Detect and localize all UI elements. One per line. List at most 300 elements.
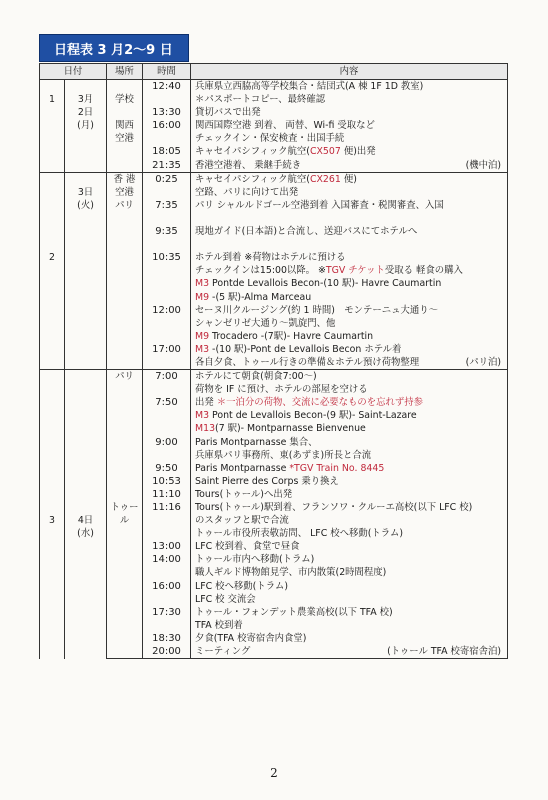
content-main: 夕食(TFA 校寄宿舎内食堂) [195, 632, 307, 644]
time-cell: 17:30 [143, 606, 191, 619]
place-cell [107, 475, 143, 488]
content-main: 兵庫県パリ事務所、東(あずま)所長と合流 [195, 449, 372, 461]
content-line [195, 540, 507, 553]
place-cell [107, 145, 143, 158]
table-row [40, 304, 508, 317]
table-row [40, 172, 508, 186]
table-row [40, 356, 508, 370]
content-line [195, 304, 507, 317]
day-date-cell [65, 172, 107, 369]
content-line [195, 475, 507, 488]
place-cell [107, 317, 143, 330]
content-cell [191, 317, 508, 330]
content-text [195, 159, 301, 172]
table-row [40, 436, 508, 449]
content-text [195, 371, 317, 382]
content-cell [191, 93, 508, 106]
content-line [195, 159, 507, 172]
content-line [195, 527, 507, 540]
highlight-text: TGV チケット [325, 265, 385, 277]
content-cell [191, 370, 508, 384]
content-cell [191, 527, 508, 540]
table-row [40, 238, 508, 251]
time-cell [143, 619, 191, 632]
content-main: 各自夕食、トゥール行きの準備＆ホテル預け荷物整理 [195, 356, 420, 368]
table-row [40, 409, 508, 422]
metro-line-label: M9 [195, 291, 210, 303]
content-text [195, 94, 325, 105]
content-main: シャンゼリゼ大通り～凱旋門、他 [195, 317, 336, 329]
time-cell [143, 317, 191, 330]
content-line [195, 370, 507, 383]
highlight-text: CX261 [309, 173, 341, 185]
time-cell: 11:16 [143, 501, 191, 514]
place-cell [107, 343, 143, 356]
time-cell [143, 422, 191, 435]
place-cell [107, 356, 143, 370]
content-main: Paris Montparnasse [195, 462, 290, 474]
time-cell: 17:00 [143, 343, 191, 356]
content-main: Saint Pierre des Corps 乗り換え [195, 475, 339, 487]
time-cell: 12:40 [143, 80, 191, 94]
content-text [195, 633, 306, 644]
content-text [195, 187, 298, 198]
content-text [195, 174, 357, 185]
time-cell: 18:05 [143, 145, 191, 158]
table-row [40, 80, 508, 94]
table-row [40, 159, 508, 173]
content-text [195, 594, 256, 605]
content-text [195, 581, 288, 592]
content-cell [191, 119, 508, 132]
content-line [195, 80, 507, 93]
place-cell [107, 409, 143, 422]
content-text [195, 554, 314, 565]
place-cell [107, 225, 143, 238]
table-row [40, 475, 508, 488]
content-cell [191, 199, 508, 212]
table-row [40, 645, 508, 659]
time-cell [143, 330, 191, 343]
day-date-cell [65, 370, 107, 659]
content-main: 現地ガイド(日本語)と合流し、送迎バスにてホテルへ [195, 226, 418, 238]
content-text [195, 397, 423, 408]
place-cell [107, 593, 143, 606]
content-cell [191, 264, 508, 277]
time-cell: 12:00 [143, 304, 191, 317]
day-date: 3日 (火) [77, 186, 94, 211]
content-text [195, 146, 376, 157]
content-main: 香港空港着、 乗継手続き [195, 159, 302, 171]
content-text [195, 226, 417, 237]
time-cell: 11:10 [143, 488, 191, 501]
content-text [195, 265, 463, 276]
table-row [40, 514, 508, 527]
place-cell [107, 540, 143, 553]
table-row [40, 619, 508, 632]
time-cell [143, 449, 191, 462]
content-text [195, 305, 438, 316]
table-row [40, 186, 508, 199]
table-row [40, 553, 508, 566]
metro-line-label: M3 [195, 410, 210, 422]
content-text [195, 278, 441, 289]
content-line [195, 145, 507, 158]
content-line [195, 580, 507, 593]
header-content: 内容 [191, 64, 508, 80]
content-line [195, 514, 507, 527]
time-cell [143, 277, 191, 290]
content-main: 出発 [195, 397, 217, 409]
content-main: パリ シャルルドゴール空港到着 入国審査・税関審査、入国 [195, 199, 444, 211]
place-cell [107, 212, 143, 225]
place-cell [107, 488, 143, 501]
time-cell: 7:35 [143, 199, 191, 212]
content-cell [191, 449, 508, 462]
content-text [195, 450, 371, 461]
time-cell [143, 132, 191, 145]
place-cell: 空港 [107, 132, 143, 145]
day-date-cell [65, 80, 107, 173]
place-cell [107, 80, 143, 94]
content-line [195, 356, 507, 369]
content-cell [191, 132, 508, 145]
place-cell: ル [107, 514, 143, 527]
table-row [40, 106, 508, 119]
content-text [195, 463, 384, 474]
content-main: トゥール市内へ移動(トラム) [195, 554, 315, 566]
metro-line-label: M13 [195, 423, 216, 435]
place-cell [107, 291, 143, 304]
content-cell [191, 106, 508, 119]
content-main: キャセイパシフィック航空( [195, 173, 310, 185]
day-number-cell [40, 172, 65, 369]
time-cell: 21:35 [143, 159, 191, 173]
content-main: ＊パスポートコピー、最終確認 [195, 94, 326, 106]
content-text [195, 437, 317, 448]
content-text [195, 567, 386, 578]
content-text [195, 528, 403, 539]
day-number: 2 [49, 252, 55, 264]
content-cell [191, 356, 508, 370]
header-date: 日付 [40, 64, 107, 80]
place-cell [107, 566, 143, 579]
time-cell [143, 291, 191, 304]
time-cell: 16:00 [143, 119, 191, 132]
table-row [40, 462, 508, 475]
table-row [40, 317, 508, 330]
lodging-note: (パリ泊) [465, 356, 502, 368]
day-number: 1 [49, 94, 55, 106]
content-cell [191, 436, 508, 449]
place-cell [107, 606, 143, 619]
content-line [195, 436, 507, 449]
content-cell [191, 238, 508, 251]
content-cell [191, 225, 508, 238]
content-cell [191, 212, 508, 225]
content-cell [191, 172, 508, 186]
table-row [40, 264, 508, 277]
day-number: 3 [49, 515, 55, 527]
table-row [40, 370, 508, 384]
time-cell [143, 356, 191, 370]
content-text [195, 252, 346, 263]
place-cell [107, 106, 143, 119]
time-cell: 7:00 [143, 370, 191, 384]
content-line [195, 186, 507, 199]
metro-line-label: M3 [195, 343, 210, 355]
header-place: 場所 [107, 64, 143, 80]
table-row [40, 501, 508, 514]
content-main: チェックイン・保安検査・出国手続 [195, 133, 345, 145]
table-row [40, 593, 508, 606]
table-row [40, 449, 508, 462]
content-text [195, 541, 300, 552]
place-cell [107, 619, 143, 632]
content-cell [191, 462, 508, 475]
content-line [195, 106, 507, 119]
content-line [195, 119, 507, 132]
content-line [195, 225, 507, 238]
table-row [40, 383, 508, 396]
table-row [40, 93, 508, 106]
time-cell [143, 238, 191, 251]
place-cell [107, 436, 143, 449]
schedule-title: 日程表 3 月2～9 日 [39, 34, 189, 62]
table-row [40, 277, 508, 290]
time-cell [143, 383, 191, 396]
content-line [195, 593, 507, 606]
content-line [195, 330, 507, 343]
content-main: キャセイパシフィック航空( [195, 146, 310, 158]
schedule-table [39, 63, 508, 659]
content-line [195, 501, 507, 514]
content-text [195, 423, 366, 434]
highlight-text: *TGV Train No. 8445 [289, 462, 385, 474]
time-cell: 9:50 [143, 462, 191, 475]
content-cell [191, 251, 508, 264]
content-main: 職人ギルド博物館見学、市内散策(2時間程度) [195, 567, 387, 579]
content-line [195, 132, 507, 145]
day-date: 3月 2日 (月) [77, 94, 94, 132]
content-cell [191, 619, 508, 632]
content-line [195, 277, 507, 290]
content-main: 貸切バスで出発 [195, 107, 261, 119]
place-cell [107, 396, 143, 409]
place-cell: パリ [107, 370, 143, 384]
content-text [195, 133, 344, 144]
content-line [195, 93, 507, 106]
place-cell [107, 645, 143, 659]
time-cell [143, 186, 191, 199]
table-row [40, 330, 508, 343]
content-main: ホテルにて朝食(朝食7:00～) [195, 371, 317, 383]
content-main: 荷物を IF に預け、ホテルの部屋を空ける [195, 384, 368, 396]
content-cell [191, 514, 508, 527]
place-cell: 空港 [107, 186, 143, 199]
content-line [195, 409, 507, 422]
place-cell: 関西 [107, 119, 143, 132]
content-cell [191, 409, 508, 422]
content-text [195, 476, 339, 487]
content-cell [191, 383, 508, 396]
content-text [195, 620, 243, 631]
time-cell: 0:25 [143, 172, 191, 186]
place-cell: 香 港 [107, 172, 143, 186]
content-line [195, 619, 507, 632]
place-cell: パリ [107, 199, 143, 212]
time-cell: 20:00 [143, 645, 191, 659]
content-main: ミーティング [195, 646, 251, 658]
content-main: 関西国際空港 到着、 両替、Wi-fi 受取など [195, 120, 375, 132]
content-line [195, 343, 507, 356]
content-text [195, 645, 250, 658]
time-cell [143, 212, 191, 225]
time-cell [143, 93, 191, 106]
content-main: -(10 駅)-Pont de Levallois Becon ホテル着 [209, 343, 402, 355]
content-line [195, 645, 507, 658]
content-text [195, 344, 401, 355]
table-row [40, 606, 508, 619]
place-cell [107, 422, 143, 435]
content-main: 兵庫県立西脇高等学校集合・結団式(A 棟 1F 1D 教室) [195, 81, 424, 92]
time-cell: 10:53 [143, 475, 191, 488]
table-row [40, 580, 508, 593]
table-row [40, 422, 508, 435]
content-cell [191, 488, 508, 501]
content-main: (7 駅)- Montparnasse Bienvenue [215, 423, 366, 435]
day-number-cell [40, 80, 65, 173]
content-main: Paris Montparnasse 集合、 [195, 436, 318, 448]
content-cell [191, 501, 508, 514]
content-after: 便) [340, 173, 357, 185]
header-time: 時間 [143, 64, 191, 80]
content-text [195, 81, 423, 92]
content-text [195, 410, 417, 421]
time-cell: 13:30 [143, 106, 191, 119]
lodging-note: (機中泊) [465, 159, 502, 171]
place-cell [107, 527, 143, 540]
place-cell [107, 580, 143, 593]
content-cell [191, 145, 508, 158]
content-line [195, 449, 507, 462]
table-row [40, 199, 508, 212]
content-text [195, 120, 375, 131]
content-line [195, 566, 507, 579]
time-cell: 9:00 [143, 436, 191, 449]
content-cell [191, 593, 508, 606]
content-line [195, 173, 507, 186]
content-main: ホテル到着 ※荷物はホテルに預ける [195, 252, 346, 264]
place-cell [107, 277, 143, 290]
metro-line-label: M3 [195, 278, 210, 290]
time-cell: 9:35 [143, 225, 191, 238]
table-row [40, 145, 508, 158]
content-line [195, 488, 507, 501]
table-row [40, 527, 508, 540]
content-line [195, 199, 507, 212]
content-line [195, 291, 507, 304]
place-cell [107, 159, 143, 173]
content-main: Pont de Levallois Becon-(9 駅)- Saint-Lazare [209, 410, 417, 422]
time-cell: 16:00 [143, 580, 191, 593]
content-cell [191, 645, 508, 659]
content-after: 便)出発 [340, 146, 376, 158]
page-number: 2 [270, 766, 278, 780]
content-cell [191, 566, 508, 579]
content-main: Pontde Levallois Becon-(10 駅)- Havre Caumartin [209, 278, 442, 290]
content-cell [191, 80, 508, 94]
content-cell [191, 396, 508, 409]
day-number-cell [40, 370, 65, 659]
content-cell [191, 606, 508, 619]
content-line [195, 422, 507, 435]
content-main: Tours(トゥール)駅到着、フランソワ・クルーエ高校(以下 LFC 校) [195, 502, 473, 513]
highlight-text: CX507 [309, 146, 341, 158]
place-cell: 学校 [107, 93, 143, 106]
content-line [195, 383, 507, 396]
content-cell [191, 422, 508, 435]
time-cell: 14:00 [143, 553, 191, 566]
lodging-note: (トゥール TFA 校寄宿舎泊) [387, 646, 502, 658]
table-row [40, 119, 508, 132]
content-line [195, 606, 507, 619]
content-cell [191, 553, 508, 566]
place-cell: トゥー [107, 501, 143, 514]
content-cell [191, 540, 508, 553]
table-header-row [40, 64, 508, 80]
table-row [40, 540, 508, 553]
place-cell [107, 462, 143, 475]
table-row [40, 396, 508, 409]
content-text [195, 292, 311, 303]
table-row [40, 566, 508, 579]
content-main: セーヌ川クルージング(約 1 時間) モンテーニュ大通り～ [195, 304, 438, 316]
place-cell [107, 330, 143, 343]
place-cell [107, 449, 143, 462]
time-cell [143, 514, 191, 527]
table-row [40, 132, 508, 145]
content-main: トゥール・フォンデット農業高校(以下 TFA 校) [195, 606, 393, 618]
content-after: 受取る 軽食の購入 [384, 265, 463, 277]
content-text [195, 515, 289, 526]
time-cell [143, 527, 191, 540]
table-row [40, 225, 508, 238]
table-row [40, 291, 508, 304]
content-cell [191, 343, 508, 356]
time-cell [143, 566, 191, 579]
content-line [195, 632, 507, 645]
content-cell [191, 475, 508, 488]
content-line [195, 251, 507, 264]
content-main: LFC 校へ移動(トラム) [195, 580, 289, 592]
content-line [195, 553, 507, 566]
table-row [40, 251, 508, 264]
content-text [195, 384, 368, 395]
content-text [195, 356, 419, 369]
content-line [195, 396, 507, 409]
content-main: LFC 校到着、食堂で昼食 [195, 541, 300, 553]
table-row [40, 488, 508, 501]
content-cell [191, 291, 508, 304]
content-main: 空路、パリに向けて出発 [195, 186, 299, 198]
table-row [40, 632, 508, 645]
content-cell [191, 304, 508, 317]
content-cell [191, 277, 508, 290]
content-text [195, 502, 472, 513]
content-text [195, 107, 261, 118]
content-text [195, 318, 335, 329]
